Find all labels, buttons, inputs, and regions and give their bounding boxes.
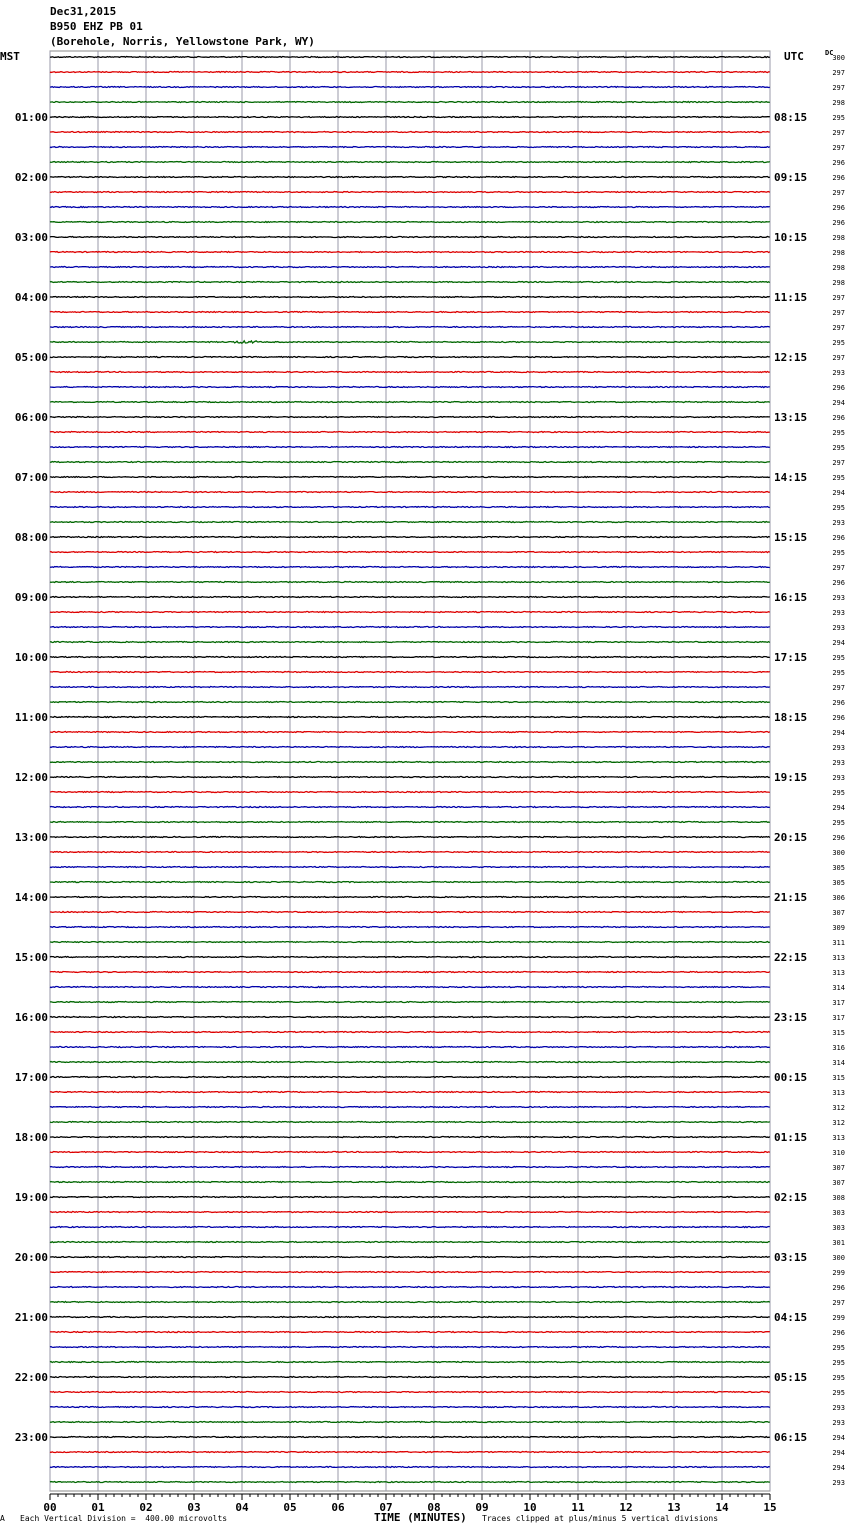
seismic-trace — [50, 837, 770, 838]
dc-offset-label: 297 — [832, 684, 845, 692]
seismic-trace — [50, 957, 770, 958]
dc-offset-label: 298 — [832, 234, 845, 242]
mst-hour-label: 03:00 — [14, 231, 48, 244]
dc-offset-label: 295 — [832, 474, 845, 482]
mst-hour-label: 05:00 — [14, 351, 48, 364]
utc-hour-label: 02:15 — [774, 1191, 808, 1204]
dc-offset-label: 294 — [832, 1464, 845, 1472]
dc-offset-label: 294 — [832, 1449, 845, 1457]
seismic-trace — [50, 942, 770, 943]
utc-hour-label: 06:15 — [774, 1431, 808, 1444]
dc-offset-label: 300 — [832, 849, 845, 857]
seismic-trace — [50, 927, 770, 928]
seismic-trace — [50, 402, 770, 403]
utc-hour-label: 05:15 — [774, 1371, 808, 1384]
dc-offset-label: 296 — [832, 1329, 845, 1337]
dc-offset-label: 299 — [832, 1314, 845, 1322]
dc-offset-label: 296 — [832, 714, 845, 722]
dc-offset-label: 309 — [832, 924, 845, 932]
dc-offset-label: 297 — [832, 294, 845, 302]
dc-offset-label: 293 — [832, 624, 845, 632]
dc-offset-label: 296 — [832, 174, 845, 182]
seismic-trace — [50, 657, 770, 658]
mst-hour-label: 07:00 — [14, 471, 48, 484]
seismic-trace — [50, 117, 770, 118]
dc-offset-label: 295 — [832, 1359, 845, 1367]
dc-offset-label: 297 — [832, 144, 845, 152]
seismic-trace — [50, 282, 770, 283]
seismic-trace — [50, 1347, 770, 1348]
mst-hour-label: 23:00 — [14, 1431, 48, 1444]
seismic-trace — [50, 1392, 770, 1393]
seismic-trace — [50, 597, 770, 598]
seismic-trace — [50, 687, 770, 688]
seismic-trace — [50, 192, 770, 193]
mst-hour-label: 22:00 — [14, 1371, 48, 1384]
x-tick-label: 07 — [379, 1501, 393, 1514]
seismic-trace — [50, 792, 770, 793]
utc-hour-label: 17:15 — [774, 651, 808, 664]
seismic-trace — [50, 1407, 770, 1408]
chart-date: Dec31,2015 — [50, 5, 117, 18]
utc-hour-label: 22:15 — [774, 951, 808, 964]
seismic-trace — [50, 1437, 770, 1438]
seismic-trace — [50, 147, 770, 148]
dc-offset-label: 295 — [832, 339, 845, 347]
mst-hour-label: 12:00 — [14, 771, 48, 784]
dc-offset-label: 294 — [832, 1434, 845, 1442]
dc-offset-label: 295 — [832, 654, 845, 662]
seismic-trace — [50, 702, 770, 703]
dc-offset-label: 293 — [832, 1479, 845, 1487]
dc-offset-label: 317 — [832, 1014, 845, 1022]
mst-hour-label: 16:00 — [14, 1011, 48, 1024]
clip-note: Traces clipped at plus/minus 5 vertical divisions — [482, 1514, 719, 1523]
dc-offset-label: 298 — [832, 279, 845, 287]
seismic-trace — [50, 1377, 770, 1378]
dc-offset-label: 293 — [832, 369, 845, 377]
dc-offset-label: 297 — [832, 84, 845, 92]
seismic-trace — [50, 1317, 770, 1318]
utc-hour-label: 00:15 — [774, 1071, 808, 1084]
dc-offset-label: 313 — [832, 969, 845, 977]
utc-hour-label: 11:15 — [774, 291, 808, 304]
mst-hour-label: 19:00 — [14, 1191, 48, 1204]
mst-hour-label: 17:00 — [14, 1071, 48, 1084]
seismic-trace — [50, 177, 770, 178]
dc-offset-label: 315 — [832, 1074, 845, 1082]
utc-hour-label: 20:15 — [774, 831, 808, 844]
dc-offset-label: 300 — [832, 54, 845, 62]
dc-offset-label: 308 — [832, 1194, 845, 1202]
seismic-trace — [50, 162, 770, 163]
utc-hour-label: 21:15 — [774, 891, 808, 904]
seismic-trace — [50, 1332, 770, 1333]
seismic-trace — [50, 1302, 770, 1303]
dc-offset-label: 312 — [832, 1119, 845, 1127]
seismic-trace — [50, 1182, 770, 1183]
dc-offset-label: 297 — [832, 354, 845, 362]
mst-hour-label: 01:00 — [14, 111, 48, 124]
seismic-trace — [50, 822, 770, 823]
dc-offset-label: 303 — [832, 1224, 845, 1232]
seismic-trace — [50, 57, 770, 58]
seismic-trace — [50, 102, 770, 103]
dc-offset-label: 296 — [832, 579, 845, 587]
scale-note: Each Vertical Division = 400.00 microvolts — [20, 1514, 228, 1523]
seismic-trace — [50, 1167, 770, 1168]
mst-hour-label: 10:00 — [14, 651, 48, 664]
x-tick-label: 03 — [187, 1501, 201, 1514]
seismic-trace — [50, 1227, 770, 1228]
seismic-trace — [50, 552, 770, 553]
mst-hour-label: 13:00 — [14, 831, 48, 844]
seismic-trace — [50, 1137, 770, 1138]
dc-offset-label: 312 — [832, 1104, 845, 1112]
seismic-trace — [50, 387, 770, 388]
mst-hour-label: 21:00 — [14, 1311, 48, 1324]
dc-offset-label: 313 — [832, 954, 845, 962]
x-tick-label: 02 — [139, 1501, 153, 1514]
x-tick-label: 04 — [235, 1501, 249, 1514]
dc-offset-label: 300 — [832, 1254, 845, 1262]
dc-offset-label: 297 — [832, 189, 845, 197]
dc-offset-label: 305 — [832, 879, 845, 887]
seismic-trace — [50, 1272, 770, 1273]
utc-hour-label: 15:15 — [774, 531, 808, 544]
seismic-trace — [50, 1482, 770, 1483]
x-tick-label: 10 — [523, 1501, 537, 1514]
dc-offset-label: 293 — [832, 519, 845, 527]
seismic-trace — [50, 432, 770, 433]
mst-hour-label: 08:00 — [14, 531, 48, 544]
mst-hour-label: 09:00 — [14, 591, 48, 604]
x-tick-label: 05 — [283, 1501, 297, 1514]
dc-offset-label: 298 — [832, 249, 845, 257]
x-tick-label: 08 — [427, 1501, 441, 1514]
seismic-trace — [50, 507, 770, 508]
seismic-trace — [50, 1197, 770, 1198]
dc-offset-label: 307 — [832, 909, 845, 917]
dc-offset-label: 296 — [832, 834, 845, 842]
seismic-trace — [50, 627, 770, 628]
dc-offset-label: 294 — [832, 489, 845, 497]
seismic-trace — [50, 717, 770, 718]
seismic-trace — [50, 327, 770, 328]
seismic-trace — [50, 807, 770, 808]
utc-hour-label: 03:15 — [774, 1251, 808, 1264]
dc-offset-label: 315 — [832, 1029, 845, 1037]
seismic-trace — [50, 612, 770, 613]
seismic-trace — [50, 1032, 770, 1033]
dc-offset-label: 296 — [832, 699, 845, 707]
dc-offset-label: 297 — [832, 309, 845, 317]
chart-station: B950 EHZ PB 01 — [50, 20, 143, 33]
seismic-trace — [50, 882, 770, 883]
seismic-trace — [50, 1107, 770, 1108]
seismic-trace — [50, 447, 770, 448]
dc-offset-label: 293 — [832, 1404, 845, 1412]
utc-hour-label: 09:15 — [774, 171, 808, 184]
utc-axis-title: UTC — [784, 50, 804, 63]
seismic-trace — [50, 312, 770, 313]
seismic-trace — [50, 252, 770, 253]
x-axis-title: TIME (MINUTES) — [374, 1511, 467, 1524]
seismic-trace — [50, 747, 770, 748]
dc-offset-label: 293 — [832, 744, 845, 752]
seismic-trace — [50, 1422, 770, 1423]
seismic-trace — [50, 341, 770, 343]
seismic-trace — [50, 867, 770, 868]
dc-offset-label: 297 — [832, 129, 845, 137]
seismic-trace — [50, 1242, 770, 1243]
seismic-trace — [50, 912, 770, 913]
seismic-trace — [50, 1017, 770, 1018]
dc-offset-label: 293 — [832, 759, 845, 767]
dc-offset-label: 294 — [832, 804, 845, 812]
seismic-trace — [50, 1077, 770, 1078]
x-tick-label: 09 — [475, 1501, 489, 1514]
utc-hour-label: 13:15 — [774, 411, 808, 424]
seismic-trace — [50, 1062, 770, 1063]
x-tick-label: 15 — [763, 1501, 777, 1514]
seismic-trace — [50, 567, 770, 568]
dc-offset-label: 311 — [832, 939, 845, 947]
x-tick-label: 13 — [667, 1501, 681, 1514]
seismic-trace — [50, 897, 770, 898]
dc-offset-label: 293 — [832, 609, 845, 617]
seismic-trace — [50, 522, 770, 523]
dc-offset-label: 296 — [832, 1284, 845, 1292]
seismic-trace — [50, 642, 770, 643]
mst-hour-label: 14:00 — [14, 891, 48, 904]
dc-offset-label: 295 — [832, 1374, 845, 1382]
mst-axis-title: MST — [0, 50, 20, 63]
dc-offset-label: 295 — [832, 444, 845, 452]
dc-offset-label: 298 — [832, 264, 845, 272]
utc-hour-label: 10:15 — [774, 231, 808, 244]
mst-hour-label: 18:00 — [14, 1131, 48, 1144]
seismic-trace — [50, 537, 770, 538]
seismic-trace — [50, 1212, 770, 1213]
dc-offset-label: 317 — [832, 999, 845, 1007]
seismic-trace — [50, 222, 770, 223]
dc-offset-label: 297 — [832, 564, 845, 572]
seismic-trace — [50, 72, 770, 73]
x-tick-label: 06 — [331, 1501, 345, 1514]
dc-offset-label: 306 — [832, 894, 845, 902]
utc-hour-label: 16:15 — [774, 591, 808, 604]
dc-offset-label: 297 — [832, 1299, 845, 1307]
seismic-trace — [50, 852, 770, 853]
seismic-trace — [50, 1467, 770, 1468]
x-tick-label: 12 — [619, 1501, 633, 1514]
mst-hour-label: 11:00 — [14, 711, 48, 724]
utc-hour-label: 12:15 — [774, 351, 808, 364]
dc-offset-label: 296 — [832, 534, 845, 542]
dc-offset-label: 307 — [832, 1179, 845, 1187]
seismic-trace — [50, 297, 770, 298]
chart-location: (Borehole, Norris, Yellowstone Park, WY) — [50, 35, 315, 48]
seismic-trace — [50, 762, 770, 763]
mst-hour-label: 06:00 — [14, 411, 48, 424]
seismic-trace — [50, 237, 770, 238]
dc-offset-label: 295 — [832, 819, 845, 827]
dc-offset-label: 316 — [832, 1044, 845, 1052]
seismic-trace — [50, 1152, 770, 1153]
dc-offset-label: 296 — [832, 219, 845, 227]
utc-hour-label: 08:15 — [774, 111, 808, 124]
utc-hour-label: 14:15 — [774, 471, 808, 484]
mst-hour-label: 15:00 — [14, 951, 48, 964]
dc-offset-label: 295 — [832, 504, 845, 512]
seismic-trace — [50, 1047, 770, 1048]
dc-offset-label: 295 — [832, 789, 845, 797]
dc-offset-label: 295 — [832, 669, 845, 677]
seismic-trace — [50, 732, 770, 733]
dc-offset-label: 293 — [832, 594, 845, 602]
dc-offset-label: 293 — [832, 774, 845, 782]
seismic-trace — [50, 462, 770, 463]
seismic-trace — [50, 972, 770, 973]
seismic-trace — [50, 207, 770, 208]
seismic-trace — [50, 87, 770, 88]
dc-offset-label: 297 — [832, 324, 845, 332]
seismic-trace — [50, 132, 770, 133]
dc-offset-label: 295 — [832, 1344, 845, 1352]
mst-hour-label: 20:00 — [14, 1251, 48, 1264]
seismic-trace — [50, 1362, 770, 1363]
dc-offset-label: 297 — [832, 69, 845, 77]
seismic-trace — [50, 1452, 770, 1453]
dc-offset-label: 296 — [832, 414, 845, 422]
dc-offset-label: 314 — [832, 984, 845, 992]
dc-offset-label: 296 — [832, 384, 845, 392]
dc-offset-label: 298 — [832, 99, 845, 107]
seismic-trace — [50, 372, 770, 373]
dc-offset-label: 314 — [832, 1059, 845, 1067]
utc-hour-label: 04:15 — [774, 1311, 808, 1324]
seismic-trace — [50, 1122, 770, 1123]
seismic-trace — [50, 987, 770, 988]
seismic-trace — [50, 582, 770, 583]
dc-offset-label: 297 — [832, 459, 845, 467]
dc-offset-label: 303 — [832, 1209, 845, 1217]
seismic-trace — [50, 1002, 770, 1003]
corner-mark: A — [0, 1514, 5, 1523]
utc-hour-label: 01:15 — [774, 1131, 808, 1144]
dc-offset-label: 310 — [832, 1149, 845, 1157]
dc-column-title: DC — [825, 49, 834, 57]
seismic-trace — [50, 267, 770, 268]
dc-offset-label: 296 — [832, 204, 845, 212]
dc-offset-label: 295 — [832, 1389, 845, 1397]
dc-offset-label: 305 — [832, 864, 845, 872]
dc-offset-label: 295 — [832, 114, 845, 122]
seismic-trace — [50, 672, 770, 673]
x-tick-label: 14 — [715, 1501, 729, 1514]
dc-offset-label: 295 — [832, 549, 845, 557]
utc-hour-label: 19:15 — [774, 771, 808, 784]
x-tick-label: 11 — [571, 1501, 585, 1514]
dc-offset-label: 301 — [832, 1239, 845, 1247]
seismic-trace — [50, 1092, 770, 1093]
utc-hour-label: 23:15 — [774, 1011, 808, 1024]
x-tick-label: 01 — [91, 1501, 105, 1514]
seismic-trace — [50, 417, 770, 418]
seismic-trace — [50, 1257, 770, 1258]
dc-offset-label: 295 — [832, 429, 845, 437]
utc-hour-label: 18:15 — [774, 711, 808, 724]
seismic-trace — [50, 477, 770, 478]
seismic-trace — [50, 1287, 770, 1288]
dc-offset-label: 313 — [832, 1089, 845, 1097]
dc-offset-label: 294 — [832, 639, 845, 647]
dc-offset-label: 313 — [832, 1134, 845, 1142]
dc-offset-label: 296 — [832, 159, 845, 167]
mst-hour-label: 02:00 — [14, 171, 48, 184]
dc-offset-label: 299 — [832, 1269, 845, 1277]
seismic-trace — [50, 492, 770, 493]
x-tick-label: 00 — [43, 1501, 57, 1514]
dc-offset-label: 293 — [832, 1419, 845, 1427]
dc-offset-label: 294 — [832, 399, 845, 407]
dc-offset-label: 294 — [832, 729, 845, 737]
seismic-trace — [50, 357, 770, 358]
seismic-trace — [50, 777, 770, 778]
dc-offset-label: 307 — [832, 1164, 845, 1172]
mst-hour-label: 04:00 — [14, 291, 48, 304]
